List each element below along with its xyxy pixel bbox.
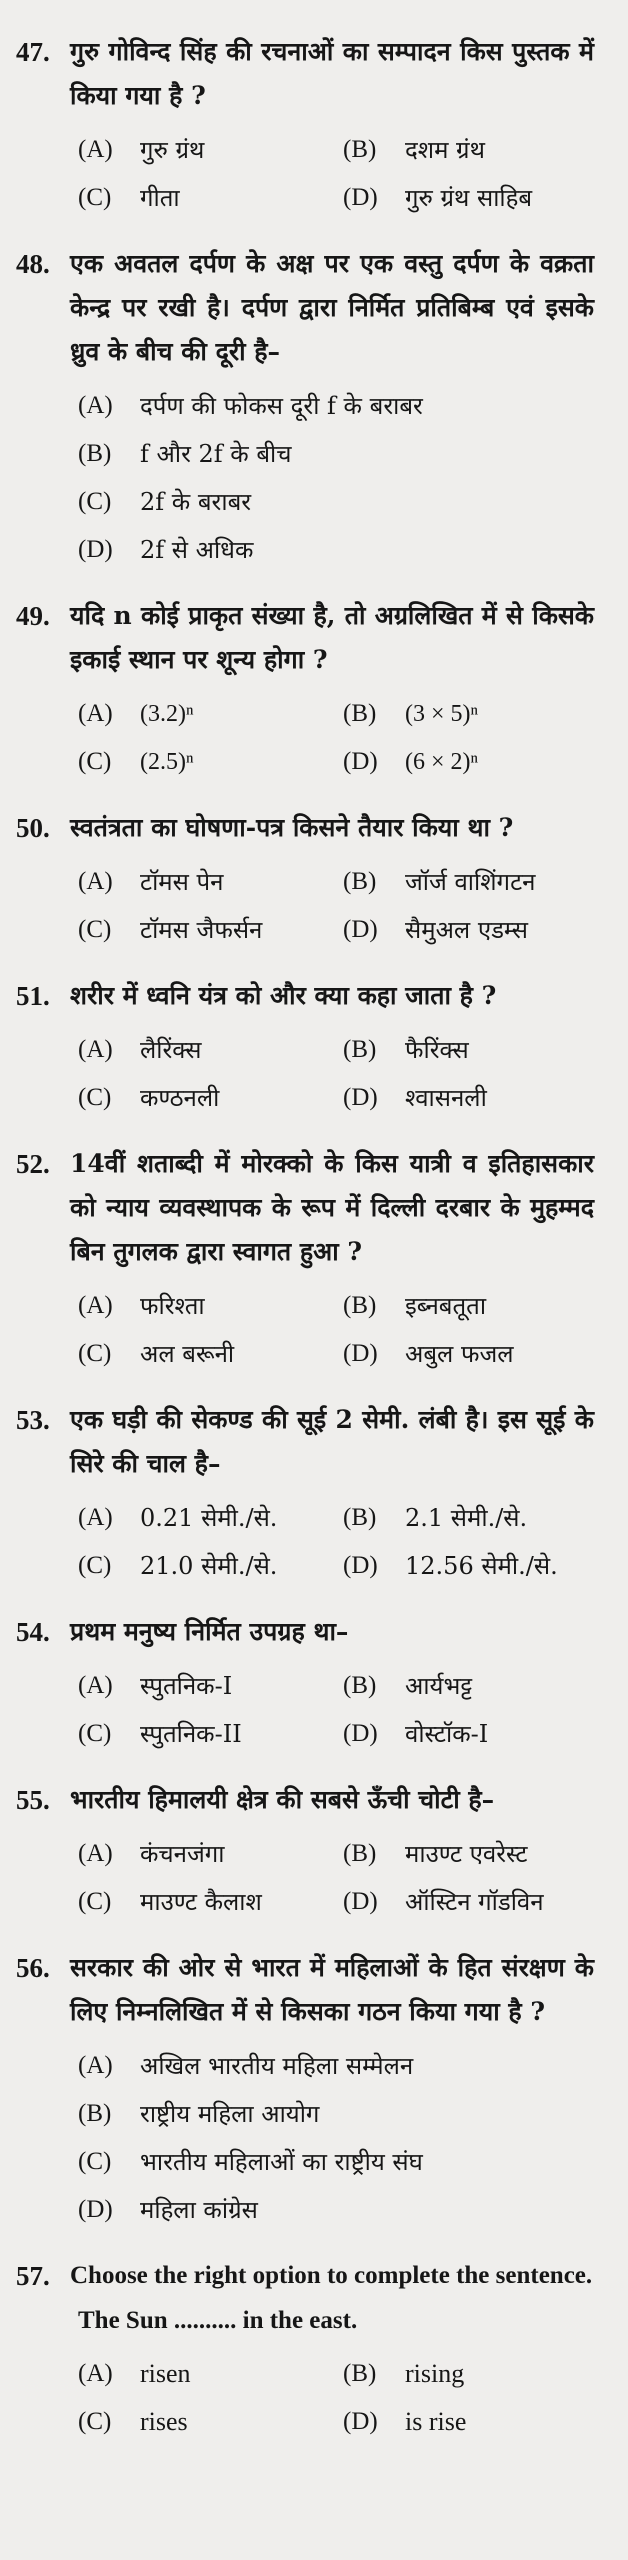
option-text: भारतीय महिलाओं का राष्ट्रीय संघ: [140, 2148, 423, 2176]
option-d[interactable]: [78, 530, 594, 570]
question-47: [16, 30, 594, 222]
option-label: (C): [78, 184, 112, 211]
option-a[interactable]: [78, 1498, 343, 1538]
option-text: श्वासनली: [405, 1084, 487, 1112]
options: [78, 2042, 594, 2234]
option-d[interactable]: [78, 2190, 594, 2230]
option-a[interactable]: [78, 1666, 343, 1706]
option-text: अबुल फजल: [405, 1340, 514, 1368]
option-label: (A): [78, 868, 113, 895]
options: [78, 1494, 594, 1590]
question-number: 57.: [16, 2261, 50, 2291]
option-text: माउण्ट कैलाश: [140, 1888, 262, 1916]
option-c[interactable]: [78, 742, 343, 782]
option-text: माउण्ट एवरेस्ट: [405, 1840, 528, 1868]
option-label: (B): [343, 1840, 377, 1867]
option-text: is rise: [405, 2407, 467, 2436]
question-number: 54.: [16, 1617, 50, 1647]
question-number: 49.: [16, 601, 50, 631]
option-d[interactable]: [343, 178, 594, 218]
option-text: (3.2)ⁿ: [140, 701, 194, 727]
question-number: 50.: [16, 813, 50, 843]
options: [78, 690, 594, 786]
option-b[interactable]: [78, 434, 594, 474]
option-label: (D): [343, 1720, 378, 1747]
option-text: इब्नबतूता: [405, 1292, 487, 1320]
question-51: [16, 974, 594, 1122]
option-label: (D): [343, 184, 378, 211]
question-54: [16, 1610, 594, 1758]
option-c[interactable]: [78, 1334, 343, 1374]
option-text: राष्ट्रीय महिला आयोग: [140, 2100, 320, 2128]
option-label: (A): [78, 136, 113, 163]
option-text: गीता: [140, 184, 180, 212]
question-49: [16, 594, 594, 786]
question-sentence: The Sun .......... in the east.: [78, 2307, 358, 2334]
option-label: (C): [78, 916, 112, 943]
option-a[interactable]: [78, 1030, 343, 1070]
option-text: आर्यभट्ट: [405, 1672, 473, 1700]
option-label: (B): [343, 2360, 377, 2387]
option-d[interactable]: [343, 1546, 594, 1586]
option-c[interactable]: [78, 1714, 343, 1754]
option-label: (C): [78, 1340, 112, 1367]
options: [78, 1662, 594, 1758]
options: [78, 1830, 594, 1926]
option-text: कण्ठनली: [140, 1084, 220, 1112]
options: [78, 1026, 594, 1122]
question-text: यदि n कोई प्राकृत संख्या है, तो अग्रलिखित में से किसके इकाई स्थान पर शून्य होगा ?: [70, 601, 594, 674]
question-text: भारतीय हिमालयी क्षेत्र की सबसे ऊँची चोटी है–: [70, 1785, 495, 1814]
option-c[interactable]: [78, 178, 343, 218]
option-label: (B): [343, 136, 377, 163]
option-text: ऑस्टिन गॉडविन: [405, 1888, 544, 1916]
options: [78, 1282, 594, 1378]
question-number: 56.: [16, 1953, 50, 1983]
question-55: [16, 1778, 594, 1926]
question-text: गुरु गोविन्द सिंह की रचनाओं का सम्पादन किस पुस्तक में किया गया है ?: [70, 37, 594, 110]
option-text: जॉर्ज वाशिंगटन: [405, 868, 536, 896]
option-label: (D): [343, 2408, 378, 2435]
question-number: 47.: [16, 37, 50, 67]
option-text: (2.5)ⁿ: [140, 749, 194, 775]
option-b[interactable]: [343, 1834, 594, 1874]
option-label: (A): [78, 2052, 113, 2079]
option-b[interactable]: [343, 130, 594, 170]
option-a[interactable]: [78, 130, 343, 170]
option-text: सैमुअल एडम्स: [405, 916, 528, 944]
option-b[interactable]: [343, 1666, 594, 1706]
question-number: 52.: [16, 1149, 50, 1179]
option-text: (3 × 5)ⁿ: [405, 701, 479, 727]
question-56: [16, 1946, 594, 2234]
option-c[interactable]: [78, 482, 594, 522]
option-b[interactable]: [343, 1498, 594, 1538]
option-label: (A): [78, 1672, 113, 1699]
question-50: [16, 806, 594, 954]
option-label: (D): [343, 1552, 378, 1579]
option-label: (A): [78, 700, 113, 727]
option-text: फरिश्ता: [140, 1292, 205, 1320]
question-52: [16, 1142, 594, 1378]
option-label: (D): [343, 1084, 378, 1111]
option-label: (D): [343, 1340, 378, 1367]
options: [78, 382, 594, 574]
option-b[interactable]: [343, 1030, 594, 1070]
question-text: स्वतंत्रता का घोषणा-पत्र किसने तैयार किया था ?: [70, 813, 514, 842]
question-text: शरीर में ध्वनि यंत्र को और क्या कहा जाता है ?: [70, 981, 497, 1010]
option-label: (D): [78, 536, 113, 563]
option-text: risen: [140, 2359, 191, 2388]
option-b[interactable]: [343, 2354, 594, 2394]
option-text: टॉमस पेन: [140, 868, 224, 896]
question-text: Choose the right option to complete the sentence.: [70, 2262, 593, 2289]
option-text: 12.56 सेमी./से.: [405, 1552, 558, 1580]
option-d[interactable]: [343, 1714, 594, 1754]
option-label: (B): [343, 700, 377, 727]
option-label: (C): [78, 2148, 112, 2175]
question-text: 14वीं शताब्दी में मोरक्को के किस यात्री व इतिहासकार को न्याय व्यवस्थापक के रूप में दिल्ली दरबार के मुहम्मद बिन तुगलक द्वारा स्वागत हुआ ?: [70, 1149, 594, 1266]
option-text: गुरु ग्रंथ: [140, 136, 205, 164]
option-b[interactable]: [343, 862, 594, 902]
question-text: एक घड़ी की सेकण्ड की सूई 2 सेमी. लंबी है। इस सूई के सिरे की चाल है–: [70, 1405, 594, 1478]
option-label: (B): [78, 2100, 112, 2127]
question-text: प्रथम मनुष्य निर्मित उपग्रह था–: [70, 1617, 349, 1646]
option-label: (A): [78, 392, 113, 419]
option-d[interactable]: [343, 2402, 594, 2442]
option-text: दर्पण की फोकस दूरी f के बराबर: [140, 392, 423, 420]
option-text: 2f के बराबर: [140, 488, 252, 516]
option-text: (6 × 2)ⁿ: [405, 749, 479, 775]
option-c[interactable]: [78, 910, 343, 950]
option-a[interactable]: [78, 1834, 343, 1874]
option-text: स्पुतनिक-I: [140, 1672, 233, 1700]
option-c[interactable]: [78, 1078, 343, 1118]
option-text: rises: [140, 2407, 188, 2436]
option-label: (A): [78, 1036, 113, 1063]
options: [78, 858, 594, 954]
option-text: 21.0 सेमी./से.: [140, 1552, 278, 1580]
option-d[interactable]: [343, 910, 594, 950]
option-b[interactable]: [343, 1286, 594, 1326]
options: [78, 126, 594, 222]
option-text: f और 2f के बीच: [140, 440, 292, 468]
options: [78, 2350, 594, 2446]
question-number: 51.: [16, 981, 50, 1011]
option-b[interactable]: [78, 2094, 594, 2134]
option-label: (A): [78, 2360, 113, 2387]
option-text: फैरिंक्स: [405, 1036, 469, 1064]
option-text: 2.1 सेमी./से.: [405, 1504, 528, 1532]
option-label: (D): [343, 748, 378, 775]
option-label: (C): [78, 1720, 112, 1747]
option-label: (C): [78, 1552, 112, 1579]
option-label: (D): [343, 1888, 378, 1915]
option-label: (B): [343, 1504, 377, 1531]
option-text: वोस्टॉक-I: [405, 1720, 489, 1748]
option-label: (B): [343, 1672, 377, 1699]
option-a[interactable]: [78, 862, 343, 902]
option-a[interactable]: [78, 694, 343, 734]
option-a[interactable]: [78, 386, 594, 426]
option-a[interactable]: [78, 1286, 343, 1326]
option-a[interactable]: [78, 2354, 343, 2394]
option-a[interactable]: [78, 2046, 594, 2086]
question-text: एक अवतल दर्पण के अक्ष पर एक वस्तु दर्पण के वक्रता केन्द्र पर रखी है। दर्पण द्वारा निर्मित प्रतिबिम्ब एवं इसके ध्रुव के बीच की दूरी है–: [70, 249, 594, 366]
option-d[interactable]: [343, 742, 594, 782]
option-label: (A): [78, 1504, 113, 1531]
option-label: (B): [343, 1036, 377, 1063]
question-48: [16, 242, 594, 574]
question-57: [16, 2254, 594, 2446]
option-label: (D): [78, 2196, 113, 2223]
option-text: अखिल भारतीय महिला सम्मेलन: [140, 2052, 414, 2080]
option-text: स्पुतनिक-II: [140, 1720, 242, 1748]
option-c[interactable]: [78, 1546, 343, 1586]
option-c[interactable]: [78, 2402, 343, 2442]
option-label: (B): [343, 868, 377, 895]
option-text: rising: [405, 2359, 465, 2388]
option-d[interactable]: [343, 1882, 594, 1922]
option-label: (C): [78, 1084, 112, 1111]
option-text: 0.21 सेमी./से.: [140, 1504, 278, 1532]
option-label: (C): [78, 2408, 112, 2435]
option-text: अल बरूनी: [140, 1340, 235, 1368]
option-text: 2f से अधिक: [140, 536, 254, 564]
option-label: (C): [78, 1888, 112, 1915]
question-53: [16, 1398, 594, 1590]
option-label: (C): [78, 488, 112, 515]
option-c[interactable]: [78, 2142, 594, 2182]
option-label: (D): [343, 916, 378, 943]
option-label: (B): [78, 440, 112, 467]
option-text: महिला कांग्रेस: [140, 2196, 258, 2224]
option-d[interactable]: [343, 1078, 594, 1118]
option-label: (A): [78, 1292, 113, 1319]
question-text: सरकार की ओर से भारत में महिलाओं के हित संरक्षण के लिए निम्नलिखित में से किसका गठन किया गया है ?: [70, 1953, 594, 2026]
option-label: (A): [78, 1840, 113, 1867]
option-b[interactable]: [343, 694, 594, 734]
option-c[interactable]: [78, 1882, 343, 1922]
option-text: टॉमस जैफर्सन: [140, 916, 263, 944]
option-text: कंचनजंगा: [140, 1840, 225, 1868]
option-d[interactable]: [343, 1334, 594, 1374]
question-number: 53.: [16, 1405, 50, 1435]
question-number: 48.: [16, 249, 50, 279]
option-label: (B): [343, 1292, 377, 1319]
option-label: (C): [78, 748, 112, 775]
question-number: 55.: [16, 1785, 50, 1815]
option-text: दशम ग्रंथ: [405, 136, 485, 164]
option-text: गुरु ग्रंथ साहिब: [405, 184, 533, 212]
option-text: लैरिंक्स: [140, 1036, 202, 1064]
